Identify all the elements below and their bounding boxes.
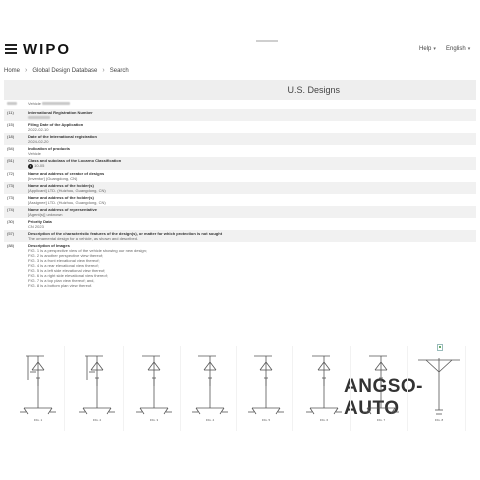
record-row [4, 218, 476, 230]
drawing-stroke [391, 408, 395, 414]
drawing-stroke [97, 362, 103, 370]
drawing-stroke [164, 408, 168, 414]
stand-drawing [70, 350, 124, 418]
image-description: FIG. 4 is a rear elevational view thereof; [28, 263, 99, 268]
field-value [28, 200, 476, 205]
record-fields [4, 101, 476, 289]
field-label: Name and address of the holder(s) [28, 183, 94, 188]
chevron-right-icon: › [25, 67, 28, 74]
field-value-text: [Inventor] (Guangdong, CN) [28, 176, 78, 181]
field-label: Name and address of creator of designs [28, 171, 105, 176]
record-row [4, 242, 476, 289]
image-description: FIG. 6 is a right side elevational view thereof; [28, 273, 108, 278]
record-row [4, 121, 476, 133]
figure-caption: FIG. 1 [33, 418, 43, 422]
figure-thumbnail[interactable] [412, 346, 466, 431]
field-label: Filing Date of the Application [28, 122, 84, 127]
record-top-label: Vehicle [28, 101, 41, 106]
field-body [28, 207, 476, 217]
breadcrumb-home[interactable]: Home [4, 67, 21, 74]
help-menu[interactable] [419, 46, 436, 52]
figure-caption: FIG. 8 [434, 418, 444, 422]
image-description: FIG. 8 is a bottom plan view thereof. [28, 283, 93, 288]
field-label: Name and address of representative [28, 207, 97, 212]
info-icon: i [28, 164, 33, 169]
field-code: (57) [7, 231, 15, 236]
field-value [28, 224, 476, 229]
field-value-text: FIG. 1 is a perspective view of the vehicle showing our new design; [28, 248, 147, 253]
stand-drawing [239, 350, 293, 418]
figure-thumbnail[interactable] [297, 346, 351, 431]
record-row [4, 206, 476, 218]
field-code: (74) [7, 207, 15, 212]
field-code: (30) [7, 219, 15, 224]
field-value [28, 151, 476, 156]
top-bar [0, 0, 480, 62]
field-value [28, 188, 476, 193]
drawing-stroke [375, 362, 381, 370]
field-value [28, 127, 476, 132]
field-value-text: [Agent(s)] unknown [28, 212, 63, 217]
field-value [28, 115, 476, 120]
image-description: FIG. 7 is a top plan view thereof; and, [28, 278, 95, 283]
field-value-text: 2024-02-20 [28, 139, 49, 144]
stand-drawing [412, 350, 466, 418]
field-body [28, 183, 476, 193]
drawing-stroke [48, 408, 52, 414]
drawing-stroke [83, 408, 87, 414]
drawing-stroke [107, 408, 111, 414]
field-body [28, 158, 476, 169]
field-label: Priority Data [28, 219, 52, 224]
field-label: Description of Images [28, 243, 70, 248]
field-body [28, 243, 476, 288]
field-body [28, 171, 476, 181]
field-code: (73) [7, 195, 15, 200]
hamburger-menu-icon[interactable] [5, 44, 17, 54]
figure-thumbnail[interactable] [70, 346, 124, 431]
field-label: International Registration Number [28, 110, 93, 115]
figure-caption: FIG. 7 [376, 418, 386, 422]
drawing-stroke [91, 362, 97, 370]
image-description: FIG. 5 is a left side elevational view thereof; [28, 268, 106, 273]
drawing-stroke [196, 408, 200, 414]
drawing-stroke [140, 408, 144, 414]
field-value [28, 236, 476, 241]
drawing-stroke [266, 362, 272, 370]
chevron-right-icon: › [102, 67, 105, 74]
field-value [28, 212, 476, 217]
help-label: Help [419, 46, 432, 52]
record-row [4, 157, 476, 170]
design-record-panel [4, 80, 476, 419]
figure-thumbnail[interactable] [354, 346, 408, 431]
field-body [28, 146, 476, 156]
stand-drawing [11, 350, 65, 418]
field-code: (15) [7, 122, 15, 127]
field-label: Indication of products [28, 146, 70, 151]
drawing-stroke [148, 362, 154, 370]
record-row [4, 170, 476, 182]
drawing-stroke [24, 408, 28, 414]
field-value-text: [Assignee] LTD. (Huizhou, Guangdong, CN) [28, 200, 106, 205]
record-row [4, 182, 476, 194]
field-code: (18) [7, 134, 15, 139]
field-value [28, 163, 476, 169]
field-label: Name and address of the holder(s) [28, 195, 94, 200]
language-menu[interactable] [446, 46, 470, 52]
stand-drawing [354, 350, 408, 418]
field-label: Date of the International registration [28, 134, 97, 139]
drawing-stroke [381, 362, 387, 370]
figure-gallery [7, 346, 473, 431]
breadcrumb [4, 67, 129, 74]
figure-thumbnail[interactable] [127, 346, 181, 431]
figure-thumbnail[interactable] [239, 346, 293, 431]
drawing-stroke [32, 362, 38, 370]
record-row [4, 133, 476, 145]
field-body [28, 122, 476, 132]
language-label: English [446, 46, 466, 52]
field-body [28, 134, 476, 144]
figure-caption: FIG. 3 [149, 418, 159, 422]
figure-caption: FIG. 4 [205, 418, 215, 422]
figure-caption: FIG. 5 [261, 418, 271, 422]
field-body [28, 195, 476, 205]
field-body [28, 231, 476, 241]
record-top-row [4, 101, 476, 109]
drawing-stroke [439, 360, 452, 372]
drawing-stroke [154, 362, 160, 370]
field-code: (54) [7, 146, 15, 151]
drawing-stroke [260, 362, 266, 370]
drawing-stroke [324, 362, 330, 370]
chevron-down-icon: ▾ [433, 46, 436, 52]
drawing-stroke [367, 408, 371, 414]
drawing-stroke [310, 408, 314, 414]
chevron-down-icon: ▾ [467, 46, 471, 52]
field-label: Description of the characteristic features of the design(s), or matter for which protection is not sought [28, 231, 223, 236]
record-row [4, 109, 476, 121]
drawing-stroke [276, 408, 280, 414]
figure-thumbnail[interactable] [11, 346, 65, 431]
field-code: (88) [7, 243, 15, 248]
field-code: (51) [7, 158, 15, 163]
field-value [28, 139, 476, 144]
stand-drawing [127, 350, 181, 418]
drawing-stroke [426, 360, 439, 372]
field-code: (11) [7, 110, 14, 115]
figure-caption: FIG. 2 [92, 418, 102, 422]
field-body [28, 219, 476, 229]
record-row [4, 194, 476, 206]
field-code: (72) [7, 171, 15, 176]
field-body [28, 110, 476, 120]
drawing-stroke [334, 408, 338, 414]
image-description: FIG. 2 is another perspective view thereof; [28, 253, 104, 258]
top-divider [256, 40, 278, 42]
field-value-text: 10-05 [34, 163, 45, 168]
field-value-text: Vehicle [28, 151, 41, 156]
field-value-text: The ornamental design for a vehicle, as shown and described. [28, 236, 139, 241]
drawing-stroke [38, 362, 44, 370]
field-value-text: [Applicant] LTD. (Huizhou, Guangdong, CN) [28, 188, 106, 193]
drawing-stroke [252, 408, 256, 414]
drawing-stroke [220, 408, 224, 414]
record-row [4, 145, 476, 157]
image-description: FIG. 3 is a front elevational view thereof; [28, 258, 100, 263]
drawing-stroke [318, 362, 324, 370]
wipo-logo[interactable]: WIPO [23, 41, 71, 58]
field-label: Class and subclass of the Locarno Classification [28, 158, 122, 163]
figure-thumbnail[interactable] [183, 346, 237, 431]
drawing-stroke [204, 362, 210, 370]
field-value-text: CN 2023 [28, 224, 44, 229]
field-value-text: 2022-02-10 [28, 127, 49, 132]
field-value [28, 176, 476, 181]
figure-caption: FIG. 6 [319, 418, 329, 422]
record-title: U.S. Designs [4, 80, 476, 100]
watermark-text: ANGSO-AUTO [344, 376, 423, 419]
field-code: (73) [7, 183, 15, 188]
stand-drawing [183, 350, 237, 418]
breadcrumb-search[interactable]: Search [109, 67, 129, 74]
record-row [4, 230, 476, 242]
breadcrumb-global-design-database[interactable]: Global Design Database [32, 67, 98, 74]
stand-drawing [297, 350, 351, 418]
drawing-stroke [210, 362, 216, 370]
